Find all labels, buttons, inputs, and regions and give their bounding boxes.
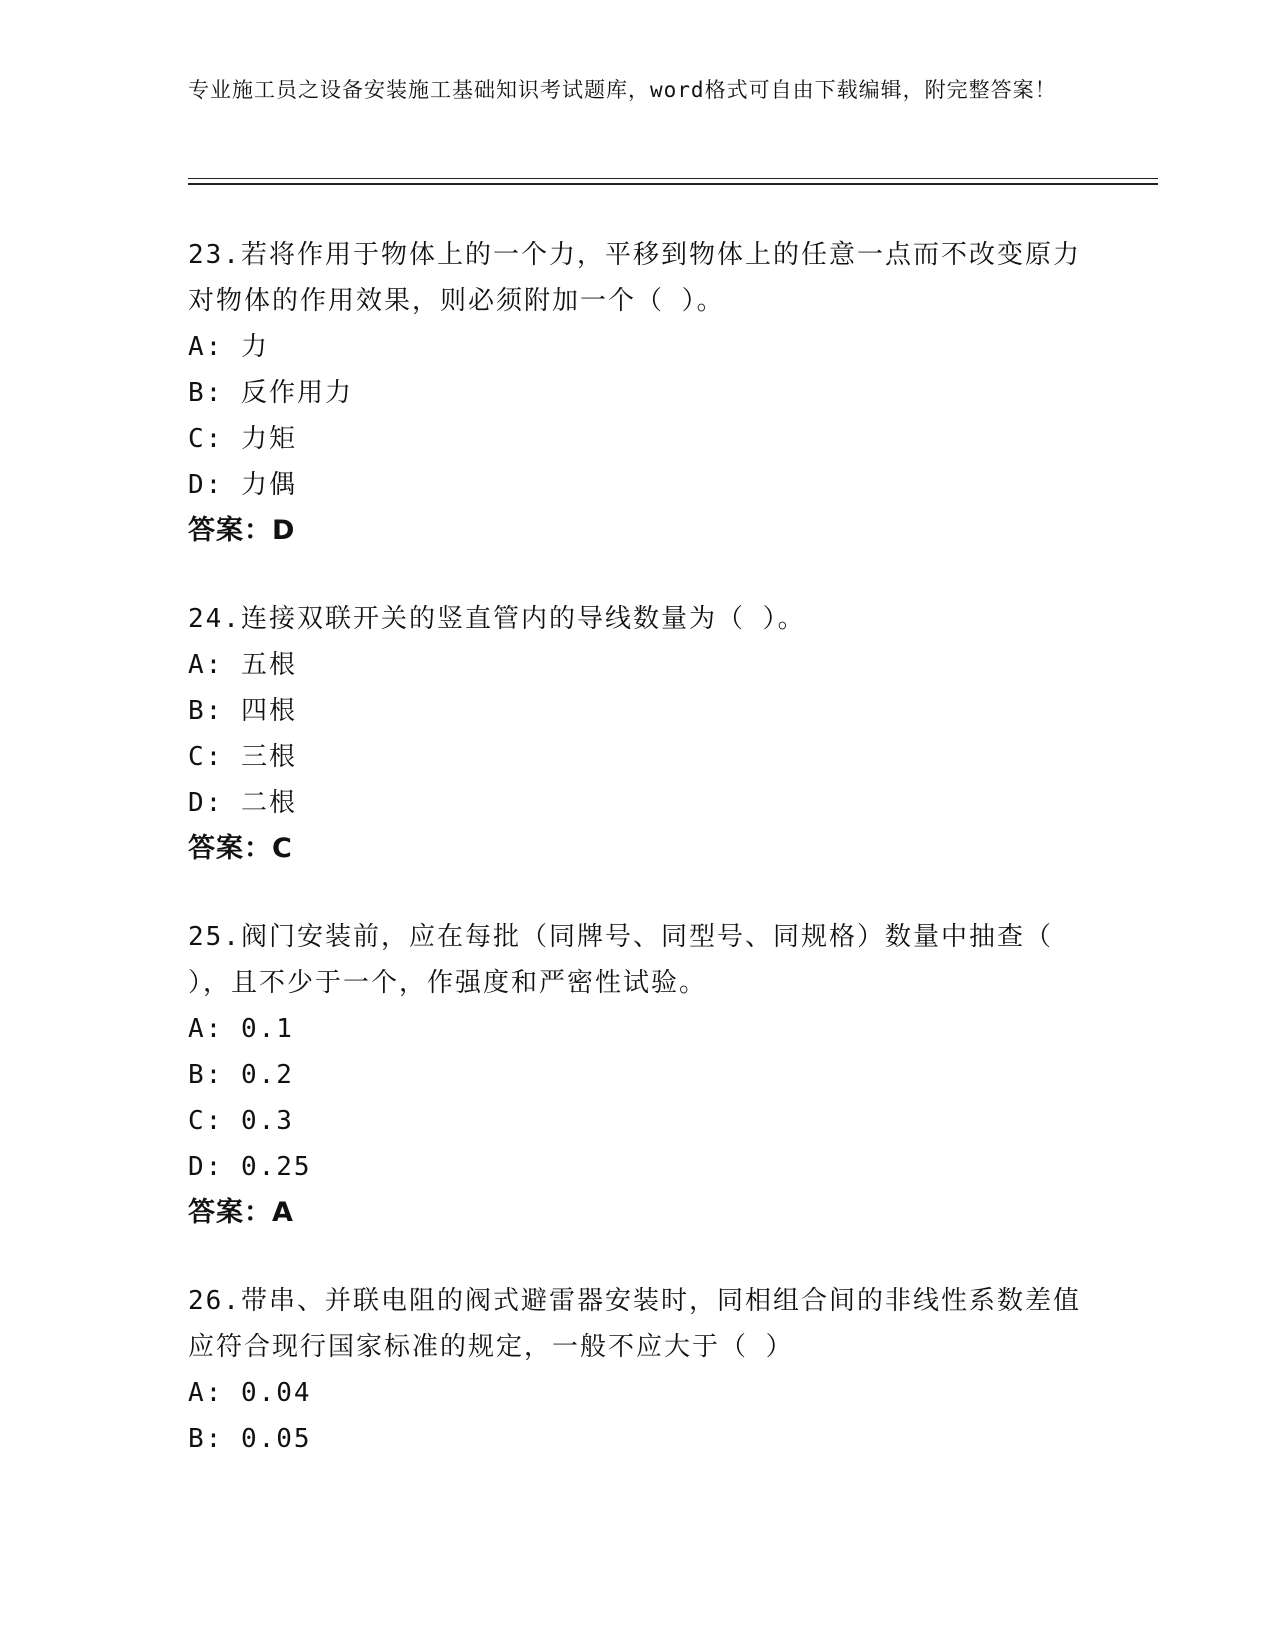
option-a: A: 力 (188, 332, 269, 362)
header-text: 专业施工员之设备安装施工基础知识考试题库，word格式可自由下载编辑，附完整答案！ (188, 78, 1057, 102)
question-stem: 24.连接双联开关的竖直管内的导线数量为（ ）。 (188, 604, 806, 634)
question-stem: 25.阀门安装前，应在每批（同牌号、同型号、同规格）数量中抽查（ ），且不少于一个，作强度和严密性试验。 (188, 922, 1053, 998)
option-b: B: 反作用力 (188, 378, 353, 408)
option-a: A: 0.04 (188, 1378, 312, 1408)
question-list (188, 232, 1088, 1504)
header-divider-thick (188, 183, 1158, 185)
question-stem: 23.若将作用于物体上的一个力，平移到物体上的任意一点而不改变原力对物体的作用效果，则必须附加一个（ ）。 (188, 240, 1081, 316)
question-stem: 26.带串、并联电阻的阀式避雷器安装时，同相组合间的非线性系数差值应符合现行国家标准的规定，一般不应大于（ ） (188, 1286, 1081, 1362)
question-23 (188, 232, 1088, 554)
option-c: C: 0.3 (188, 1106, 294, 1136)
answer-label: 答案：A (188, 1197, 294, 1228)
option-a: A: 0.1 (188, 1014, 294, 1044)
question-24 (188, 596, 1088, 872)
option-d: D: 力偶 (188, 470, 297, 500)
option-a: A: 五根 (188, 650, 297, 680)
option-d: D: 0.25 (188, 1152, 312, 1182)
option-c: C: 力矩 (188, 424, 297, 454)
option-b: B: 0.05 (188, 1424, 312, 1454)
header-divider-thin (188, 178, 1158, 179)
question-26 (188, 1278, 1088, 1462)
option-b: B: 0.2 (188, 1060, 294, 1090)
question-25 (188, 914, 1088, 1236)
option-b: B: 四根 (188, 696, 297, 726)
option-c: C: 三根 (188, 742, 297, 772)
option-d: D: 二根 (188, 788, 297, 818)
answer-label: 答案：D (188, 515, 296, 546)
answer-label: 答案：C (188, 833, 293, 864)
